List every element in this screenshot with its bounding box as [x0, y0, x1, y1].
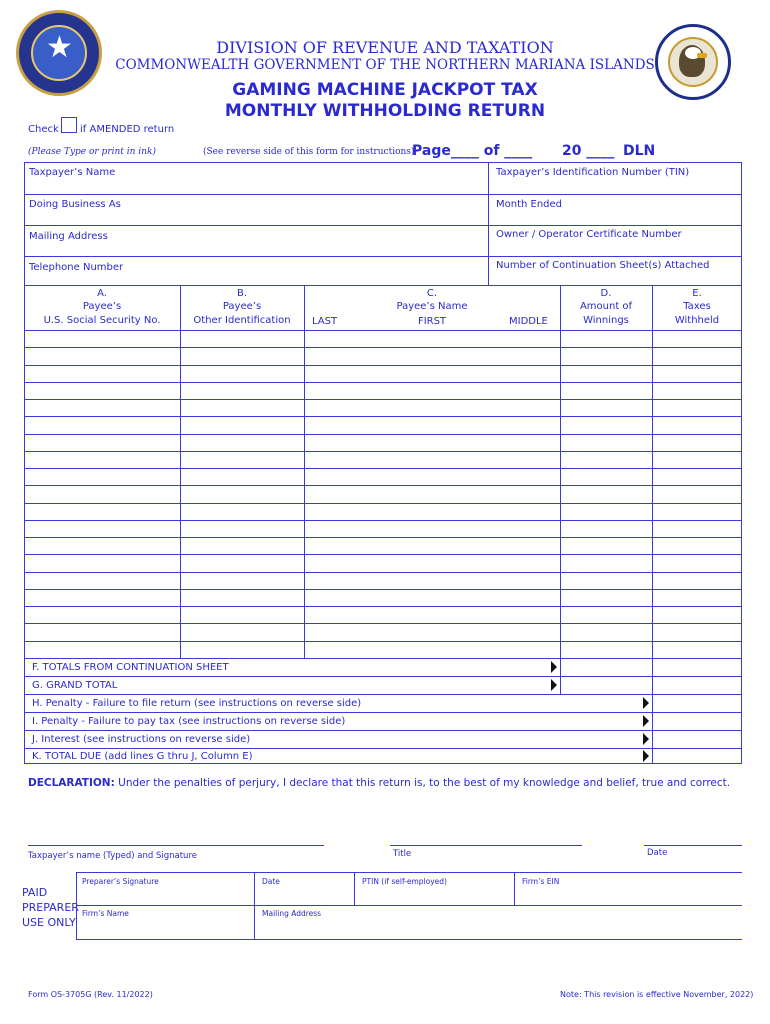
- form-title-line1: GAMING MACHINE JACKPOT TAX: [232, 80, 538, 100]
- form-number: Form OS-3705G (Rev. 11/2022): [28, 990, 153, 999]
- taxpayer-signature-label: Taxpayer’s name (Typed) and Signature: [28, 851, 197, 861]
- table-row[interactable]: [24, 434, 742, 435]
- line-h-penalty-file: H. Penalty - Failure to file return (see instructions on reverse side): [32, 698, 362, 709]
- col-c-last: LAST: [312, 316, 338, 327]
- line-i-tax-field[interactable]: [654, 713, 740, 729]
- table-row[interactable]: [24, 641, 742, 642]
- line-i-penalty-pay: I. Penalty - Failure to pay tax (see instructions on reverse side): [32, 716, 346, 727]
- firm-mailing-address-field[interactable]: Mailing Address: [262, 909, 322, 918]
- mailing-address-field[interactable]: Mailing Address: [29, 231, 108, 242]
- firm-name-field[interactable]: Firm’s Name: [82, 909, 129, 918]
- line-g-amount-field[interactable]: [562, 677, 650, 693]
- table-row[interactable]: [24, 572, 742, 573]
- title-label: Title: [393, 849, 412, 859]
- line-g-grand-total: G. GRAND TOTAL: [32, 680, 118, 691]
- arrow-k-icon: [643, 750, 649, 762]
- table-row[interactable]: [24, 520, 742, 521]
- col-d-line1: Amount of: [579, 301, 633, 312]
- declaration-label: DECLARATION:: [28, 777, 115, 789]
- line-k-total-due: K. TOTAL DUE (add lines G thru J, Column E): [32, 751, 253, 762]
- col-b-letter: B.: [236, 288, 248, 299]
- table-row[interactable]: [24, 623, 742, 624]
- table-row[interactable]: [24, 537, 742, 538]
- owner-certificate-field[interactable]: Owner / Operator Certificate Number: [496, 229, 682, 240]
- table-row[interactable]: [24, 382, 742, 383]
- table-row[interactable]: [24, 606, 742, 607]
- line-f-continuation-totals: F. TOTALS FROM CONTINUATION SHEET: [32, 662, 229, 673]
- preparer-ptin-field[interactable]: PTIN (if self-employed): [362, 877, 447, 886]
- col-c-first: FIRST: [417, 316, 447, 327]
- line-g-tax-field[interactable]: [654, 677, 740, 693]
- col-d-line2: Winnings: [583, 315, 629, 326]
- declaration-text: Under the penalties of perjury, I declare that this return is, to the best of my knowledge and belief, true and correct.: [118, 777, 731, 789]
- month-ended-field[interactable]: Month Ended: [496, 199, 563, 210]
- col-e-line2: Withheld: [674, 315, 720, 326]
- page-of-field[interactable]: Page____ of ____: [412, 143, 533, 159]
- table-row[interactable]: [24, 365, 742, 366]
- date-line[interactable]: [644, 845, 742, 846]
- declaration: [28, 777, 730, 789]
- col-b-line1: Payee’s: [222, 301, 262, 312]
- payee-table: [24, 286, 742, 658]
- arrow-j-icon: [643, 733, 649, 745]
- col-e-letter: E.: [692, 288, 702, 299]
- arrow-f-icon: [551, 661, 557, 673]
- firm-ein-field[interactable]: Firm’s EIN: [522, 877, 560, 886]
- table-row[interactable]: [24, 554, 742, 555]
- telephone-field[interactable]: Telephone Number: [29, 262, 124, 273]
- see-reverse-note: (See reverse side of this form for instructions): [203, 147, 415, 157]
- col-a-line1: Payee’s: [82, 301, 122, 312]
- col-c-middle: MIDDLE: [509, 316, 548, 327]
- date-label: Date: [647, 848, 668, 858]
- taxpayer-name-field[interactable]: Taxpayer’s Name: [29, 167, 116, 178]
- col-d-letter: D.: [600, 288, 612, 299]
- line-f-tax-field[interactable]: [654, 659, 740, 675]
- table-row[interactable]: [24, 416, 742, 417]
- division-heading: DIVISION OF REVENUE AND TAXATION: [216, 38, 554, 57]
- preparer-date-field[interactable]: Date: [262, 877, 280, 886]
- continuation-sheets-field[interactable]: Number of Continuation Sheet(s) Attached: [496, 260, 710, 271]
- dln-label: DLN: [623, 143, 656, 159]
- form-title-line2: MONTHLY WITHHOLDING RETURN: [224, 101, 546, 121]
- col-c-line1: Payee’s Name: [396, 301, 468, 312]
- arrow-g-icon: [551, 679, 557, 691]
- table-row[interactable]: [24, 589, 742, 590]
- table-row[interactable]: [24, 485, 742, 486]
- line-f-amount-field[interactable]: [562, 659, 650, 675]
- table-row[interactable]: [24, 451, 742, 452]
- title-line[interactable]: [390, 845, 582, 846]
- amended-checkbox[interactable]: [61, 117, 77, 133]
- col-b-line2: Other Identification: [193, 315, 291, 326]
- line-j-tax-field[interactable]: [654, 731, 740, 747]
- col-e-line1: Taxes: [683, 301, 711, 312]
- col-a-letter: A.: [97, 288, 107, 299]
- col-a-line2: U.S. Social Security No.: [43, 315, 161, 326]
- star-icon: ★: [46, 30, 73, 65]
- line-h-tax-field[interactable]: [654, 695, 740, 711]
- arrow-i-icon: [643, 715, 649, 727]
- revision-note: Note: This revision is effective November, 2022): [560, 990, 754, 999]
- col-c-letter: C.: [426, 288, 438, 299]
- line-j-interest: J. Interest (see instructions on reverse side): [32, 734, 251, 745]
- table-row[interactable]: [24, 503, 742, 504]
- type-print-note: (Please Type or print in ink): [28, 147, 156, 157]
- preparer-signature-field[interactable]: Preparer’s Signature: [82, 877, 159, 886]
- table-row[interactable]: [24, 347, 742, 348]
- dba-field[interactable]: Doing Business As: [29, 199, 121, 210]
- government-heading: COMMONWEALTH GOVERNMENT OF THE NORTHERN MARIANA ISLANDS: [115, 57, 655, 73]
- tin-field[interactable]: Taxpayer’s Identification Number (TIN): [496, 167, 690, 178]
- taxpayer-signature-line[interactable]: [28, 845, 324, 846]
- table-row[interactable]: [24, 468, 742, 469]
- amended-check-label: Check: [28, 124, 59, 135]
- amended-label: if AMENDED return: [80, 124, 175, 135]
- table-row[interactable]: [24, 399, 742, 400]
- line-k-tax-field[interactable]: [654, 749, 740, 763]
- year-field[interactable]: 20 ____: [562, 143, 615, 159]
- arrow-h-icon: [643, 697, 649, 709]
- paid-preparer-label: PAID PREPARER USE ONLY: [22, 886, 79, 929]
